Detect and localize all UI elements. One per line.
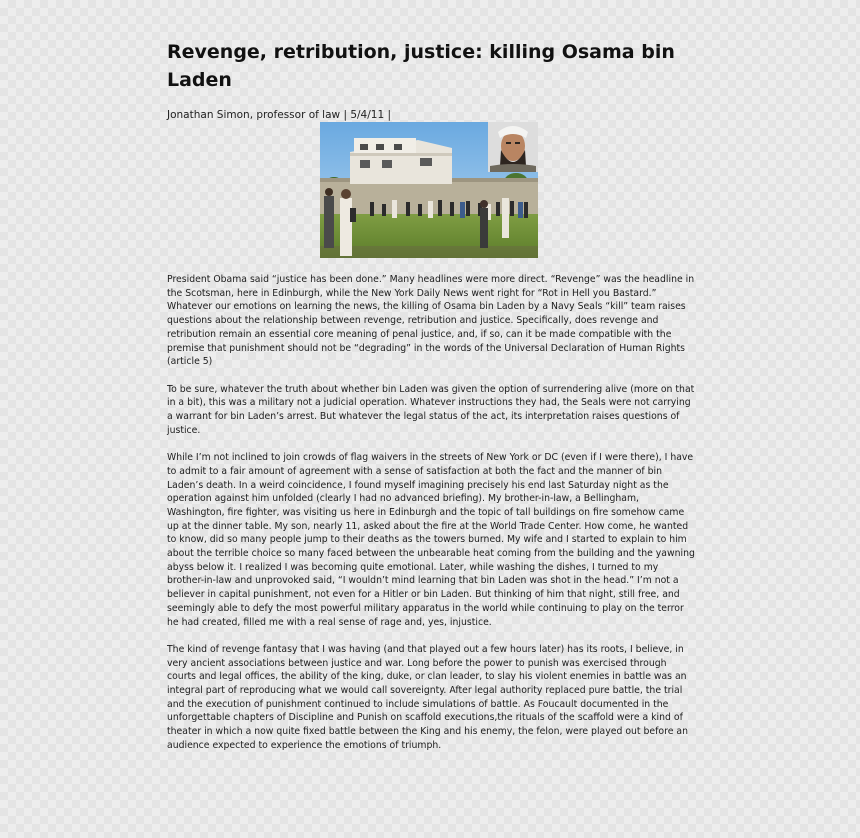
article-byline: Jonathan Simon, professor of law | 5/4/11 | — [167, 109, 392, 121]
article-photo — [320, 122, 538, 258]
paragraph: While I’m not inclined to join crowds of flag waivers in the streets of New York or DC (even if I were there), I have to admit to a fair amount of agreement with a sense of satisfaction at both the fact and the manner of bin Laden’s death. In a weird coincidence, I found myself imagining precisely his end last Saturday night as the operation against him unfolded (clearly I had no advanced briefing). My brother-in-law, a Bellingham, Washington, fire fighter, was visiting us here in Edinburgh and the topic of tall buildings on fire somehow came up at the dinner table. My son, nearly 11, asked about the fire at the World Trade Center. How come, he wanted to know, did so many people jump to their deaths as the towers burned. My wife and I started to explain to him about the terrible choice so many faced between the unbearable heat coming from the building and the yawning abyss below it. I realized I was becoming quite emotional. Later, while washing the dishes, I turned to my brother-in-law and unprovoked said, “I wouldn’t mind learning that bin Laden was shot in the head.” I’m not a believer in capital punishment, not even for a Hitler or bin Laden. But thinking of him that night, still free, and seemingly able to defy the most powerful military apparatus in the world while continuing to play on the terror he had created, filled me with a real sense of rage and, yes, injustice. — [167, 452, 695, 628]
paragraph: To be sure, whatever the truth about whether bin Laden was given the option of surrendering alive (more on that in a bit), this was a military not a judicial operation. Whatever instructions they had, the Seals were not carrying a warrant for bin Laden’s arrest. But whatever the legal status of the act, its interpretation raises questions of justice. — [167, 383, 695, 436]
paragraph: The kind of revenge fantasy that I was having (and that played out a few hours later) has its roots, I believe, in very ancient associations between justice and war. Long before the power to punish was exercised through courts and legal offices, the ability of the king, duke, or clan leader, to slay his violent enemies in battle was an integral part of reproducing what we would call sovereignty. After legal authority replaced pure battle, the trial and the execution of punishment continued to include simulations of battle. As Foucault documented in the unforgettable chapters of Discipline and Punish on scaffold executions,the rituals of the scaffold were a kind of theater in which a now quite fixed battle between the King and his enemy, the felon, were played out before an audience expected to experience the emotions of triumph. — [167, 643, 688, 751]
article-body — [167, 273, 695, 766]
paragraph: President Obama said “justice has been done.” Many headlines were more direct. “Revenge” was the headline in the Scotsman, here in Edinburgh, while the New York Daily News went right for “Rot in Hell you Bastard.” Whatever our emotions on learning the news, the killing of Osama bin Laden by a Navy Seals “kill” team raises questions about the relationship between revenge, retribution and justice. Specifically, does revenge and retribution remain an essential core meaning of penal justice, and, if so, can it be made compatible with the premise that punishment should not be “degrading” in the words of the Universal Declaration of Human Rights (article 5) — [167, 274, 695, 368]
article-title: Revenge, retribution, justice: killing Osama bin Laden — [167, 41, 675, 91]
